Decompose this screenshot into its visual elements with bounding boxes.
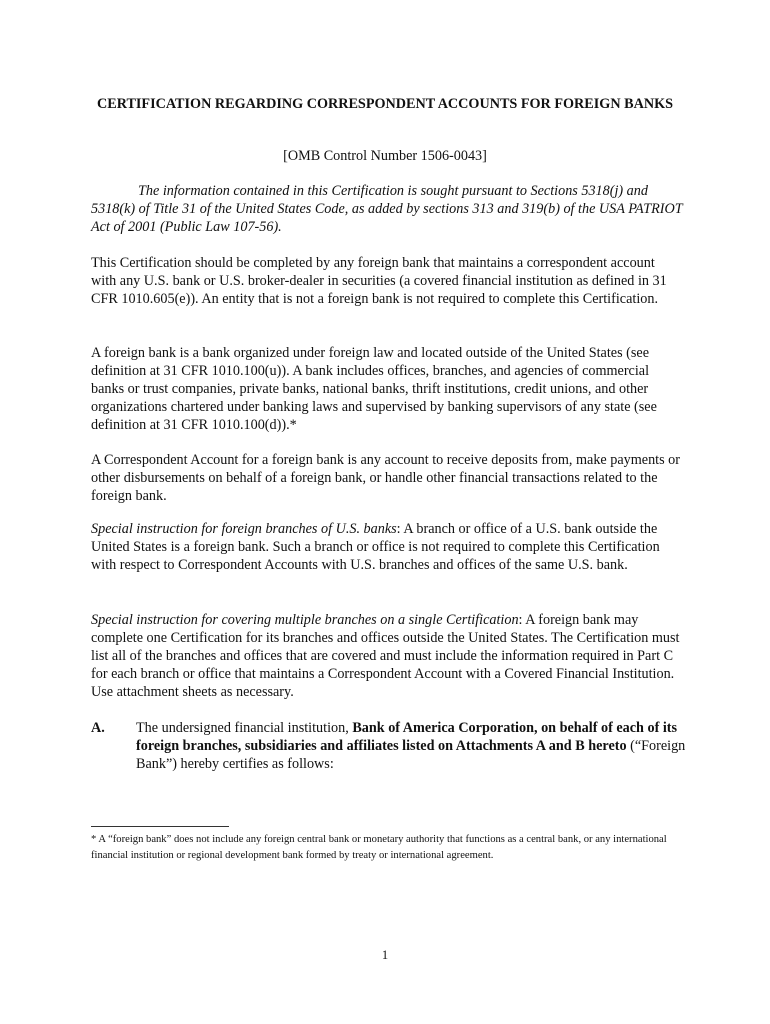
footnote: * A “foreign bank” does not include any foreign central bank or monetary authority that functions as a central bank, or any international financial institution or regional development bank formed by treaty or international agreement. — [91, 834, 667, 861]
paragraph-special-instruction-multiple — [91, 611, 683, 701]
special-instruction-us-label: Special instruction for foreign branches of U.S. banks — [91, 521, 397, 537]
section-a-bank-name: Bank of America Corporation, on behalf of each of its foreign branches, subsidiaries and affiliates listed on Attachments A and B hereto — [136, 720, 678, 754]
paragraph-foreign-bank-definition: A foreign bank is a bank organized under foreign law and located outside of the United States (see definition at 31 CFR 1010.100(u)). A bank includes offices, branches, and agencies of commercial banks or trust companies, private banks, national banks, thrift institutions, credit unions, and other organizations chartered under banking laws and supervised by banking supervisors of any state (see definition at 31 CFR 1010.100(d)).* — [91, 345, 657, 433]
intro-paragraph: The information contained in this Certification is sought pursuant to Sections 5318(j) and 5318(k) of Title 31 of the United States Code, as added by sections 313 and 319(b) of the USA PATRIOT Act of 2001 (Public Law 107-56). — [91, 183, 683, 235]
paragraph-who-should-complete: This Certification should be completed by any foreign bank that maintains a correspondent account with any U.S. bank or U.S. broker-dealer in securities (a covered financial institution as defined in 31 CFR 1010.605(e)). An entity that is not a foreign bank is not required to complete this Certification. — [91, 255, 667, 307]
paragraph-special-instruction-us-banks — [91, 520, 683, 574]
special-instruction-multiple-label: Special instruction for covering multiple branches on a single Certification — [91, 612, 519, 628]
section-a-text — [136, 719, 686, 773]
omb-control-number: [OMB Control Number 1506-0043] — [283, 148, 487, 164]
section-a-letter: A. — [91, 720, 105, 736]
document-title: CERTIFICATION REGARDING CORRESPONDENT ACCOUNTS FOR FOREIGN BANKS — [96, 96, 673, 112]
section-a-text-before: The undersigned financial institution, — [136, 720, 353, 736]
section-a-text-after: (“Foreign Bank”) hereby certifies as follows: — [136, 738, 686, 772]
special-instruction-multiple-text: : A foreign bank may complete one Certification for its branches and offices outside the United States. The Certification must list all of the branches and offices that are covered and must include the information required in Part C for each branch or office that maintains a Correspondent Account with a Covered Financial Institution. Use attachment sheets as necessary. — [91, 612, 680, 700]
paragraph-correspondent-account: A Correspondent Account for a foreign bank is any account to receive deposits from, make payments or other disbursements on behalf of a foreign bank, or handle other financial transactions related to the foreign bank. — [91, 452, 681, 504]
footnote-divider — [91, 826, 229, 827]
page-number: 1 — [381, 948, 389, 962]
special-instruction-us-text: : A branch or office of a U.S. bank outside the United States is a foreign bank. Such a branch or office is not required to complete this Certification with respect to Correspondent Accounts with U.S. branches and offices of the same U.S. bank. — [91, 521, 660, 573]
